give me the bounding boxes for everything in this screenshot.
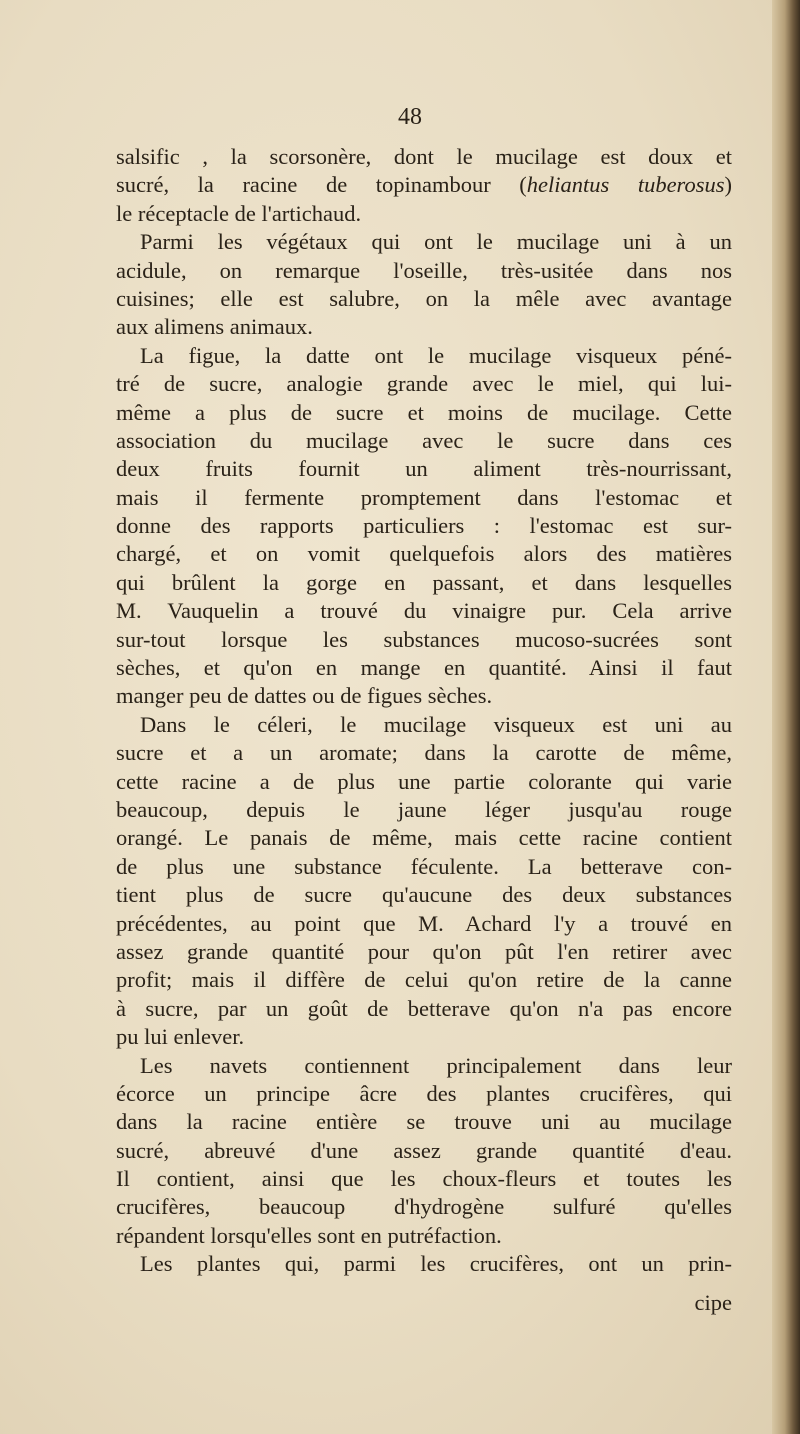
text-segment: association du mucilage avec le sucre dans ces (116, 427, 732, 453)
text-line (116, 881, 732, 909)
text-segment: assez grande quantité pour qu'on pût l'en retirer avec (116, 938, 732, 964)
text-line (116, 711, 732, 739)
text-segment: répandent lorsqu'elles sont en putréfaction. (116, 1222, 502, 1248)
text-line (116, 966, 732, 994)
text-segment: à sucre, par un goût de betterave qu'on n'a pas encore (116, 995, 732, 1021)
text-segment: cuisines; elle est salubre, on la mêle avec avantage (116, 285, 732, 311)
text-line (116, 1080, 732, 1108)
text-segment: sucré, abreuvé d'une assez grande quantité d'eau. (116, 1137, 732, 1163)
text-line (116, 853, 732, 881)
text-segment: chargé, et on vomit quelquefois alors des matières (116, 541, 732, 567)
text-line (116, 313, 732, 341)
text-segment: ) (724, 172, 732, 198)
text-segment: Parmi les végétaux qui ont le mucilage uni à un (140, 229, 732, 255)
text-line (116, 796, 732, 824)
text-line (116, 228, 732, 256)
text-segment: Les navets contiennent principalement dans leur (140, 1052, 732, 1078)
text-line (116, 285, 732, 313)
text-line (116, 143, 732, 171)
text-line (116, 1250, 732, 1278)
text-segment: acidule, on remarque l'oseille, très-usitée dans nos (116, 257, 732, 283)
text-segment: dans la racine entière se trouve uni au mucilage (116, 1109, 732, 1135)
text-line (116, 1222, 732, 1250)
text-segment: M. Vauquelin a trouvé du vinaigre pur. Cela arrive (116, 598, 732, 624)
text-line (116, 200, 732, 228)
text-line (116, 768, 732, 796)
text-segment: La figue, la datte ont le mucilage visqueux péné- (140, 342, 732, 368)
text-segment: tré de sucre, analogie grande avec le miel, qui lui- (116, 371, 732, 397)
text-segment: sur-tout lorsque les substances mucoso-sucrées sont (116, 626, 732, 652)
text-segment: aux alimens animaux. (116, 314, 313, 340)
text-segment: Dans le céleri, le mucilage visqueux est uni au (140, 711, 732, 737)
text-segment: beaucoup, depuis le jaune léger jusqu'au rouge (116, 796, 732, 822)
text-line (116, 1108, 732, 1136)
text-segment: pu lui enlever. (116, 1024, 245, 1050)
text-line (116, 597, 732, 625)
text-line (116, 399, 732, 427)
text-segment: profit; mais il diffère de celui qu'on retire de la canne (116, 967, 732, 993)
text-segment: qui brûlent la gorge en passant, et dans lesquelles (116, 569, 732, 595)
text-segment: tient plus de sucre qu'aucune des deux substances (116, 882, 732, 908)
text-line (116, 1137, 732, 1165)
text-line (116, 342, 732, 370)
text-line (116, 540, 732, 568)
text-line (116, 739, 732, 767)
catchword: cipe (694, 1289, 732, 1315)
body-text (116, 143, 732, 1317)
text-line (116, 1052, 732, 1080)
text-segment: sucre et a un aromate; dans la carotte de même, (116, 740, 732, 766)
text-segment: deux fruits fournit un aliment très-nourrissant, (116, 456, 732, 482)
text-segment: mais il fermente promptement dans l'estomac et (116, 484, 732, 510)
text-line (116, 171, 732, 199)
text-line (116, 824, 732, 852)
text-segment: salsific , la scorsonère, dont le mucilage est doux et (116, 144, 732, 169)
text-line (116, 1165, 732, 1193)
text-line (116, 257, 732, 285)
text-line (116, 626, 732, 654)
text-segment: de plus une substance féculente. La betterave con- (116, 853, 732, 879)
text-segment: écorce un principe âcre des plantes crucifères, qui (116, 1080, 732, 1106)
text-segment: manger peu de dattes ou de figues sèches. (116, 683, 493, 709)
text-line (116, 484, 732, 512)
italic-segment: heliantus tuberosus (526, 172, 725, 198)
text-line (116, 995, 732, 1023)
text-segment: même a plus de sucre et moins de mucilage. Cette (116, 399, 732, 425)
text-segment: Les plantes qui, parmi les crucifères, ont un prin- (140, 1251, 732, 1277)
text-segment: donne des rapports particuliers : l'estomac est sur- (116, 513, 732, 539)
text-line (116, 455, 732, 483)
text-segment: sèches, et qu'on en mange en quantité. Ainsi il faut (116, 655, 732, 681)
text-segment: cette racine a de plus une partie colorante qui varie (116, 768, 732, 794)
text-segment: crucifères, beaucoup d'hydrogène sulfuré qu'elles (116, 1194, 732, 1220)
text-line (116, 938, 732, 966)
text-line (116, 910, 732, 938)
text-segment: Il contient, ainsi que les choux-fleurs et toutes les (116, 1166, 732, 1192)
text-line (116, 370, 732, 398)
text-line (116, 512, 732, 540)
text-line (116, 1193, 732, 1221)
text-line (116, 1023, 732, 1051)
text-line (116, 682, 732, 710)
page-number: 48 (398, 104, 422, 130)
text-line (116, 569, 732, 597)
text-segment: orangé. Le panais de même, mais cette racine contient (116, 825, 732, 851)
text-segment: le réceptacle de l'artichaud. (116, 200, 362, 226)
text-segment: sucré, la racine de topinambour ( (116, 172, 527, 198)
text-line (116, 654, 732, 682)
text-line (116, 427, 732, 455)
page-gutter-shadow (772, 0, 800, 1434)
text-segment: précédentes, au point que M. Achard l'y a trouvé en (116, 910, 732, 936)
